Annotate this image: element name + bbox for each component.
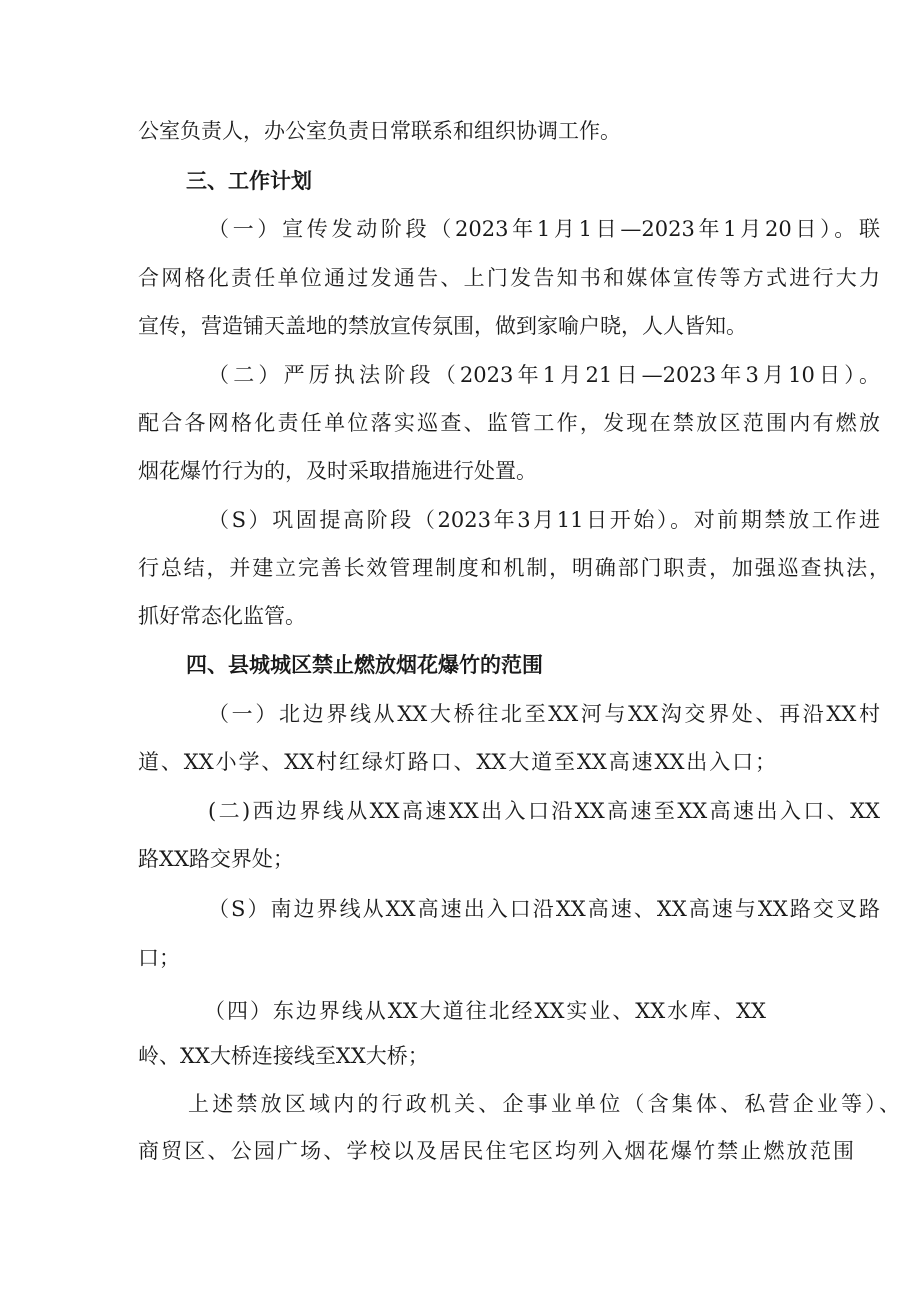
text-line: 公室负责人，办公室负责日常联系和组织协调工作。 — [138, 119, 621, 143]
text-line: 合网格化责任单位通过发通告、上门发告知书和媒体宣传等方式进行大力 — [138, 266, 880, 290]
section-heading: 四、县城城区禁止燃放烟花爆竹的范围 — [186, 652, 543, 677]
text-line: (二)西边界线从XX高速XX出入口沿XX高速至XX高速出入口、XX — [208, 799, 880, 823]
text-line: 配合各网格化责任单位落实巡查、监管工作，发现在禁放区范围内有燃放 — [138, 411, 880, 435]
text-line: （二）严厉执法阶段（2023年1月21日—2023年3月10日）。 — [208, 363, 880, 387]
text-line: （一）北边界线从XX大桥往北至XX河与XX沟交界处、再沿XX村 — [208, 702, 880, 726]
text-line: 路XX路交界处； — [138, 847, 294, 871]
text-line: （四）东边界线从XX大道往北经XX实业、XX水库、XX — [204, 999, 766, 1023]
section-heading: 三、工作计划 — [186, 168, 312, 193]
text-line: 烟花爆竹行为的，及时采取措施进行处置。 — [138, 459, 537, 483]
text-line: 商贸区、公园广场、学校以及居民住宅区均列入烟花爆竹禁止燃放范围 — [138, 1139, 854, 1163]
text-line: （S）巩固提高阶段（2023年3月11日开始）。对前期禁放工作进 — [208, 508, 880, 532]
text-line: 道、XX小学、XX村红绿灯路口、XX大道至XX高速XX出入口； — [138, 750, 776, 774]
text-line: 上述禁放区域内的行政机关、企事业单位（含集体、私营企业等）、 — [188, 1092, 900, 1116]
text-line: 口； — [138, 946, 180, 970]
text-line: 岭、XX大桥连接线至XX大桥； — [138, 1044, 429, 1068]
text-line: 宣传，营造铺天盖地的禁放宣传氛围，做到家喻户晓，人人皆知。 — [138, 314, 747, 338]
text-line: （S）南边界线从XX高速出入口沿XX高速、XX高速与XX路交叉路 — [208, 897, 880, 921]
text-line: 抓好常态化监管。 — [138, 604, 306, 628]
text-line: （一）宣传发动阶段（2023年1月1日—2023年1月20日）。联 — [208, 217, 880, 241]
text-line: 行总结，并建立完善长效管理制度和机制，明确部门职责，加强巡查执法， — [138, 556, 890, 580]
